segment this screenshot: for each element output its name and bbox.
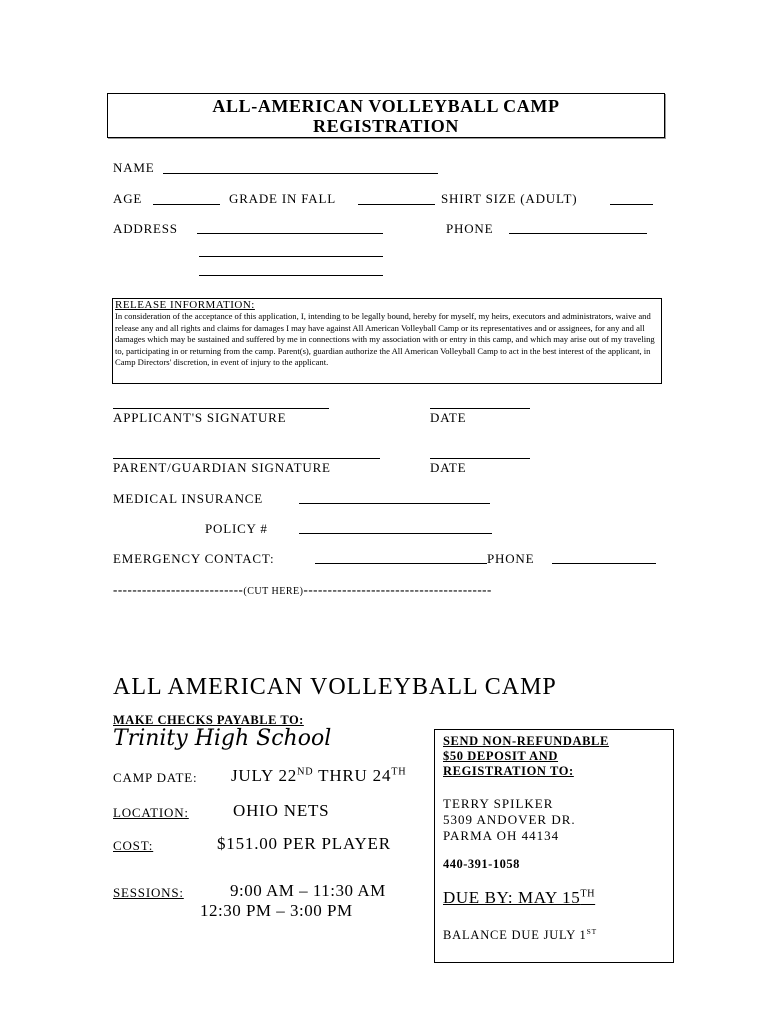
address-field-2[interactable] [199, 256, 383, 257]
emergency-phone-field[interactable] [552, 563, 656, 564]
shirt-size-label: SHIRT SIZE (ADULT) [441, 191, 578, 206]
camp-date-label: CAMP DATE: [113, 770, 198, 785]
policy-label: POLICY # [205, 521, 268, 536]
sessions-label: SESSIONS: [113, 885, 184, 900]
location-value: OHIO NETS [233, 801, 330, 820]
age-label: AGE [113, 191, 143, 206]
send-address: TERRY SPILKER 5309 ANDOVER DR. PARMA OH 44134 [443, 796, 576, 843]
cost-value: $151.00 PER PLAYER [217, 834, 391, 853]
cut-here-label: (CUT HERE) [243, 586, 304, 597]
emergency-contact-field[interactable] [315, 563, 487, 564]
medical-insurance-field[interactable] [299, 503, 490, 504]
policy-field[interactable] [299, 533, 492, 534]
school-name: Trinity High School [113, 726, 332, 751]
parent-date-field[interactable] [430, 458, 530, 459]
shirt-size-field[interactable] [610, 204, 653, 205]
checks-payable-label: MAKE CHECKS PAYABLE TO: [113, 713, 304, 727]
title-box [107, 93, 665, 138]
location-label: LOCATION: [113, 805, 189, 820]
emergency-contact-label: EMERGENCY CONTACT: [113, 551, 275, 566]
due-by: DUE BY: MAY 15TH [443, 888, 596, 907]
cut-dashes-right: --------------------------------------- [303, 582, 492, 597]
camp-date-value: JULY 22ND THRU 24TH [231, 766, 407, 785]
applicant-signature-field[interactable] [113, 408, 329, 409]
balance-due: BALANCE DUE JULY 1ST [443, 926, 597, 942]
parent-date-label: DATE [430, 460, 467, 475]
cut-here-line [113, 582, 492, 598]
release-text: In consideration of the acceptance of this application, I, intending to be legally bound, hereby for myself, my heirs, executors and administrators, waive and release any and all rights and claims for damages I may have against All American Volleyball Camp or its representatives and or assignees, for any and all damages which may be sustained and suffered by me in connections with my association with or entry in this camp, and which may arise out of my traveling to, participating in or returning from the camp. Parent(s), guardian authorize the All American Volleyball Camp to act in the best interest of the applicant, in Camp Directors' discretion, in event of injury to the applicant. [115, 311, 655, 368]
name-field[interactable] [163, 173, 438, 174]
send-heading: SEND NON-REFUNDABLE $50 DEPOSIT AND REGISTRATION TO: [443, 734, 609, 778]
address-field-3[interactable] [199, 275, 383, 276]
parent-signature-label: PARENT/GUARDIAN SIGNATURE [113, 460, 331, 475]
bottom-title: ALL AMERICAN VOLLEYBALL CAMP [113, 674, 557, 700]
name-label: NAME [113, 160, 155, 175]
grade-field[interactable] [358, 204, 435, 205]
release-box [112, 298, 662, 384]
send-phone: 440-391-1058 [443, 857, 520, 871]
address-label: ADDRESS [113, 221, 178, 236]
parent-signature-field[interactable] [113, 458, 380, 459]
applicant-date-label: DATE [430, 410, 467, 425]
address-field-1[interactable] [197, 233, 383, 234]
title-line-1: ALL-AMERICAN VOLLEYBALL CAMP [212, 96, 560, 116]
session-2: 12:30 PM – 3:00 PM [200, 901, 353, 920]
grade-label: GRADE IN FALL [229, 191, 336, 206]
phone-field[interactable] [509, 233, 647, 234]
applicant-date-field[interactable] [430, 408, 530, 409]
applicant-signature-label: APPLICANT'S SIGNATURE [113, 410, 287, 425]
emergency-phone-label: PHONE [487, 551, 535, 566]
cost-label: COST: [113, 838, 154, 853]
cut-dashes-left: --------------------------- [113, 582, 244, 597]
age-field[interactable] [153, 204, 220, 205]
title-line-2: REGISTRATION [313, 116, 459, 136]
release-heading: RELEASE INFORMATION: [115, 299, 255, 311]
phone-label: PHONE [446, 221, 494, 236]
medical-insurance-label: MEDICAL INSURANCE [113, 491, 263, 506]
session-1: 9:00 AM – 11:30 AM [230, 881, 386, 900]
